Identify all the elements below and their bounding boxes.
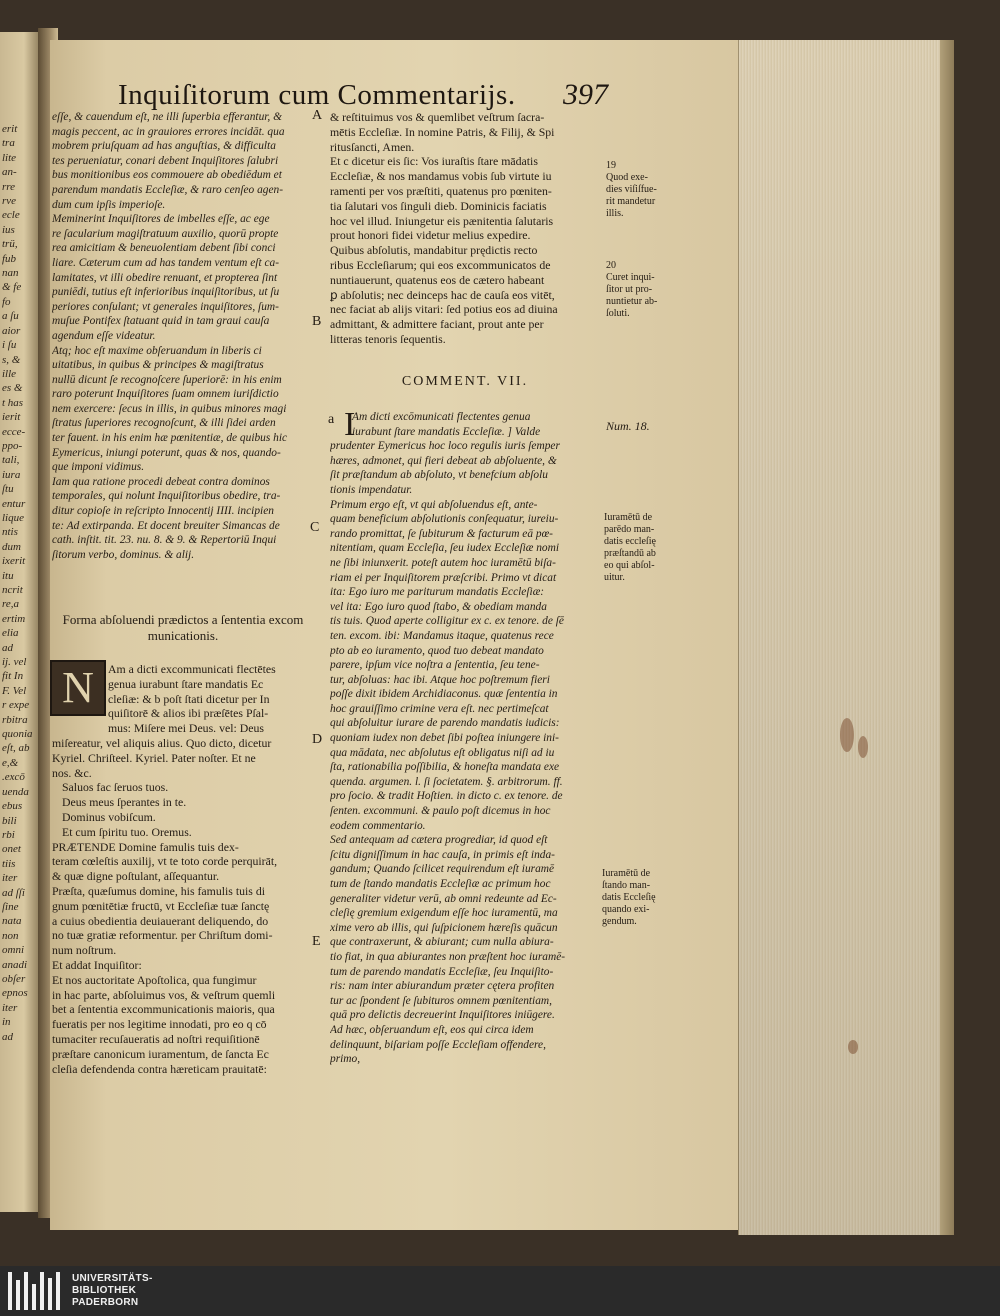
margin-note-line: illis. xyxy=(606,208,624,219)
comment-text xyxy=(330,406,600,1067)
text-line: gnum pœnitētiæ fructū, vt Eccleſiæ tuæ ſanctę xyxy=(52,898,270,913)
previous-page-line: tali, xyxy=(2,454,20,467)
previous-page-line: ecle xyxy=(2,209,20,222)
library-logo-icon xyxy=(8,1272,60,1310)
margin-letter-d: D xyxy=(312,732,323,747)
stain-mark xyxy=(840,718,854,752)
text-line: riam ei per Inquiſitorem præſcribi. Primo vt dicat xyxy=(330,571,557,584)
text-line: lamitates, vt illi obedire renuant, et propterea ſint xyxy=(52,271,278,284)
previous-page-line: fub xyxy=(2,252,17,265)
text-line: prudenter Eymericus hoc loco regulis iuris ſemper xyxy=(330,440,560,453)
margin-letter-c: C xyxy=(310,520,320,535)
previous-page-line: iter xyxy=(2,872,18,885)
left-column-form-text xyxy=(52,662,307,1076)
text-line: que imponi vidimus. xyxy=(52,461,145,474)
library-logo-line: PADERBORN xyxy=(72,1297,139,1308)
text-line: nem exercere: ſecus in illis, in quibus minores magi xyxy=(52,402,287,415)
previous-page-line: ncrit xyxy=(2,584,23,596)
text-line: nuntiauerunt, quatenus eos de cætero habeant xyxy=(330,272,545,287)
previous-page-line: erit xyxy=(2,123,18,135)
margin-note-19 xyxy=(606,160,686,220)
margin-note-line: datis eccleſię xyxy=(604,536,656,547)
previous-page-line: tiis xyxy=(2,857,16,870)
previous-page-line: bili xyxy=(2,814,17,827)
text-line: ditur copioſe in reſcripto Innocentij IIII. incipien xyxy=(52,505,274,518)
previous-page-line: itu xyxy=(2,569,14,582)
page-header xyxy=(118,72,608,112)
text-line: muſue Pontifex ſtatuant quid in tam graui cauſa xyxy=(52,315,270,328)
form-heading-line: municationis. xyxy=(147,628,219,643)
margin-note-line: quando exi- xyxy=(602,904,650,915)
text-line: delinquunt, biſariam poſſe Eccleſiam offendere, xyxy=(330,1038,546,1051)
text-line: ris: nam inter abiurandum præter cętera profiten xyxy=(330,980,555,993)
margin-note-line: ſtando man- xyxy=(602,880,651,891)
text-line: ſitorum verbo, dominus. & alij. xyxy=(52,548,195,561)
previous-page-line: obſer xyxy=(2,972,26,985)
previous-page-line: rve xyxy=(2,195,17,208)
comment-heading: COMMENT. VII. xyxy=(401,374,529,389)
page-number: 397 xyxy=(563,78,608,111)
text-line: admittant, & admittere faciant, prout ante per xyxy=(330,317,544,332)
text-line: agendum eſſe videatur. xyxy=(52,329,156,342)
text-line: te: Ad extirpanda. Et docent breuiter Simancas de xyxy=(52,519,280,532)
previous-page-line: ad ſſi xyxy=(2,886,25,899)
text-line: ramenti per vos præſtiti, quatenus pro pœniten- xyxy=(330,183,552,198)
text-line: nec faciat ab alijs vitari: ſed potius eos ad diuina xyxy=(330,302,558,317)
text-line: temporales, qui nolunt Inquiſitoribus obedire, tra- xyxy=(52,490,281,503)
previous-page-line: iura xyxy=(2,468,21,481)
text-line: Primum ergo eſt, vt qui abſoluendus eſt, ante- xyxy=(330,498,538,511)
text-line: ritusſancti, Amen. xyxy=(330,139,415,154)
text-line: uitatibus, in quibus & principes & magiſtratus xyxy=(52,359,264,372)
text-line: tia ſalutari vos ſinguli dieb. Dominicis faciatis xyxy=(330,198,547,213)
text-line: Quibus abſolutis, mandabitur prędictis recto xyxy=(330,243,538,258)
margin-note-line: Curet inqui- xyxy=(606,272,655,283)
margin-note-line: Iuramētū de xyxy=(604,512,653,523)
previous-page-text xyxy=(2,122,38,1044)
previous-page-line: re,a xyxy=(2,598,20,611)
text-line: rando promittat, ſe ſubiturum & facturum eā pœ- xyxy=(330,527,553,540)
margin-note-line: ſitor ut pro- xyxy=(606,284,653,295)
text-line: ter fauent. in his enim hæ pœnitentiæ, de quibus hic xyxy=(52,432,288,445)
library-logo-line: BIBLIOTHEK xyxy=(72,1285,137,1296)
text-line: cleſia defendenda contra hæreticam prauitatē: xyxy=(52,1061,267,1076)
previous-page-line: eſt, ab xyxy=(2,742,30,755)
previous-page-line: ebus xyxy=(2,800,23,813)
margin-note-juramentum-parendo xyxy=(604,512,684,584)
previous-page-line: ille xyxy=(2,367,17,380)
previous-page-line: rbitra xyxy=(2,713,28,726)
previous-page-line: es & xyxy=(2,382,23,395)
margin-note-line: eo qui abſol- xyxy=(604,560,655,571)
text-line: quoniam iudex non debet ſibi poſtea iniungere ini- xyxy=(330,732,559,745)
text-line: tumaciter recuſaueratis ad noſtri requiſitionē xyxy=(52,1031,260,1046)
previous-page-line: ertim xyxy=(2,612,26,625)
library-logo-text xyxy=(72,1273,153,1309)
text-line: a cuius obedientia deuiauerant deliquendo, do xyxy=(52,913,269,928)
previous-page-line: e,& xyxy=(2,756,19,769)
text-line: cath. inſtit. tit. 23. nu. 8. & 9. & Repertoriū Inqui xyxy=(52,534,277,547)
margin-note-line: Quod exe- xyxy=(606,172,648,183)
margin-letter-b: B xyxy=(312,314,322,329)
text-line: rea amicitiam & beneuolentiam debent ſibi conci xyxy=(52,242,276,255)
text-line: Et c dicetur eis ſic: Vos iuraſtis ſtare mādatis xyxy=(330,154,538,169)
previous-page-line: elia xyxy=(2,627,19,640)
margin-note-line: præſtandū ab xyxy=(604,548,656,559)
left-column-commentary xyxy=(52,110,307,562)
form-heading-line: Forma abſoluendi prædictos a ſententia excom xyxy=(62,612,304,627)
text-line: ſit præſtandum ab abſoluto, vt benefcium abſolu xyxy=(330,469,548,482)
text-line: ne ſibi iniunxerit. poteſt autem hoc iuramētū biſa- xyxy=(330,556,556,569)
text-line: ꝑ abſolutis; nec deinceps hac de cauſa eos vitēt, xyxy=(330,287,555,302)
running-title: Inquiſitorum cum Commentarijs. xyxy=(118,79,516,111)
book-binding xyxy=(940,40,954,1235)
right-column-text xyxy=(330,110,600,347)
margin-note-line: datis Eccleſię xyxy=(602,892,656,903)
text-line: poſſe dixit ibidem Archidiaconus. quæ ſententia in xyxy=(330,688,558,701)
text-line: num noſtrum. xyxy=(52,943,117,958)
text-line: ten. excom. ibi: Mandamus itaque, quatenus rece xyxy=(330,629,554,642)
text-line: Am a dicti excommunicati flectētes xyxy=(108,662,276,676)
previous-page-line: trü, xyxy=(2,238,18,251)
text-line: pto ab eo iuramento, quod tuo debeat mandato xyxy=(330,644,544,657)
previous-page-line: in xyxy=(2,1016,11,1029)
margin-note-line: nuntietur ab- xyxy=(606,296,658,307)
decorated-initial: N xyxy=(50,660,106,716)
previous-page-line: i ſu xyxy=(2,339,17,352)
text-line: iurabunt ſtare mandatis Eccleſiæ. ] Valde xyxy=(352,425,541,438)
text-line: vel ita: Ego iuro quod ſtabo, & obediam manda xyxy=(330,600,547,613)
previous-page-line: a ſu xyxy=(2,310,19,323)
previous-page-line: .excō xyxy=(2,771,25,784)
text-line: generaliter videtur verū, ab omni redeunte ad Ec- xyxy=(330,892,557,905)
text-line: mobrem priuſquam ad has anguſtias, & difficulta xyxy=(52,140,276,153)
text-line: teram cœleſtis auxilij, vt te toto corde perquirāt, xyxy=(52,854,278,869)
text-line: quam beneficium abſolutionis conſequatur, iureiu- xyxy=(330,513,559,526)
previous-page-line: r expe xyxy=(2,699,30,712)
text-line: Ad hæc, obſeruandum eſt, eos qui circa idem xyxy=(330,1023,534,1036)
text-line: ita: Ego iuro me pariturum mandatis Eccleſiæ: xyxy=(330,586,545,599)
previous-page-line: entur xyxy=(2,497,26,510)
text-line: Et cum ſpiritu tuo. Oremus. xyxy=(62,824,192,839)
text-line: cleſiæ: & b poſt ſtati dicetur per In xyxy=(108,691,270,706)
margin-note-juramentum-stando xyxy=(602,868,682,928)
previous-page-line: uenda xyxy=(2,785,29,798)
margin-note-num18: Num. 18. xyxy=(606,419,650,433)
text-line: Dominus vobiſcum. xyxy=(62,809,156,824)
previous-page-line: quonia xyxy=(2,728,33,741)
text-line: PRÆTENDE Domine famulis tuis dex- xyxy=(52,839,239,854)
text-line: que contraxerunt, & abiurant; cum nulla abiura- xyxy=(330,936,554,949)
margin-note-line: rit mandetur xyxy=(606,196,656,207)
text-line: tis tuis. Quod aperte colligitur ex c. ex tenore. de ſē xyxy=(330,615,564,628)
text-line: Deus meus ſperantes in te. xyxy=(62,795,187,810)
text-line: re ſacularium magiſtratuum auxilio, quorū propte xyxy=(52,227,279,240)
text-line: Præſta, quæſumus domine, his famulis tuis di xyxy=(52,883,266,898)
text-line: Atq; hoc eſt maxime obſeruandum in liberis ci xyxy=(52,344,262,357)
text-line: magis peccent, ac in grauiores errores incidāt. qua xyxy=(52,125,285,138)
text-line: eſſe, & cauendum eſt, ne illi ſuperbia efferantur, & xyxy=(52,111,282,123)
text-line: no tuæ gratiæ reformentur. per Chriſtum domi- xyxy=(52,928,273,943)
previous-page-line: onet xyxy=(2,843,21,856)
previous-page-line: non xyxy=(2,929,19,942)
margin-letter-a-lower: a xyxy=(328,412,335,427)
text-line: qua mādata, nec abſolutus eſt obligatus niſi ad iu xyxy=(330,746,555,759)
text-line: hoc grauiſſimo crimine vera eſt. nec pertimeſcat xyxy=(330,702,549,715)
margin-letter-a-upper: A xyxy=(312,108,323,123)
text-line: ſta, rationabilia poſſibilia, & honeſta mandata exe xyxy=(330,761,560,774)
text-line: tum de ſtando mandatis Eccleſiæ ac primum hoc xyxy=(330,878,551,890)
text-line: tes perueniatur, conari debent Inquiſitores ſalubri xyxy=(52,154,279,167)
margin-note-line: uitur. xyxy=(604,572,625,583)
text-line: Kyriel. Chriſteel. Kyriel. Pater noſter. Et ne xyxy=(52,750,256,765)
text-line: Eccleſiæ, & nos mandamus vobis ſub virtute iu xyxy=(330,169,552,184)
text-line: præſtare canonicum iuramentum, de ſancta Ec xyxy=(52,1046,269,1061)
previous-page-line: t has xyxy=(2,396,24,409)
previous-page-line: ppo- xyxy=(2,439,23,452)
text-line: puniēdi, tutius eſt inferioribus inquiſitoribus, ut ſu xyxy=(52,286,280,299)
library-logo xyxy=(8,1272,153,1310)
previous-page-line: lite xyxy=(2,151,17,164)
text-line: gandum; Quando ſcilicet requirendum eſt iuramē xyxy=(330,863,555,876)
previous-page-line: an- xyxy=(2,166,17,179)
text-line: eodem commentario. xyxy=(330,819,426,832)
previous-page-line: omni xyxy=(2,944,24,957)
text-line: tum de parendo mandatis Eccleſiæ, ſeu Inquiſito- xyxy=(330,965,554,978)
margin-note-line: gendum. xyxy=(602,916,637,927)
previous-page-line: s, & xyxy=(2,353,21,366)
margin-note-line: ſoluti. xyxy=(606,308,630,319)
text-line: parendum mandatis Eccleſiæ, & raro cenſeo agen- xyxy=(52,183,284,196)
text-line: liare. Cæterum cum ad has tandem ventum eſt ca- xyxy=(52,256,280,269)
text-line: nos. &c. xyxy=(52,765,92,780)
previous-page-line: rbi xyxy=(2,828,15,841)
previous-page-line: ecce- xyxy=(2,425,26,438)
text-line: ſtratus ſuperiores recognoſcunt, & illi ſidei arden xyxy=(52,417,276,430)
form-heading xyxy=(58,612,308,644)
previous-page-line: ixerit xyxy=(2,555,26,568)
text-line: Iam qua ratione procedi debeat contra dominos xyxy=(52,475,270,488)
text-line: bus monitionibus eos commouere ab obediēdum et xyxy=(52,169,282,182)
comment-initial: I xyxy=(344,406,356,443)
text-line: Sed antequam ad cætera progrediar, id quod eſt xyxy=(330,834,548,847)
previous-page-line: iter xyxy=(2,1001,18,1014)
text-line: Meminerint Inquiſitores de imbelles eſſe, ac ege xyxy=(52,213,270,226)
text-line: quiſitorē & alios ibi præſētes Pſal- xyxy=(108,706,269,721)
text-line: raro poterunt Inquiſitores ſuam omnem iuriſdictio xyxy=(52,388,279,401)
margin-note-line: parēdo man- xyxy=(604,524,655,535)
text-line: ſcitu digniſſimum in hac cauſa, in primis eſt inda- xyxy=(330,848,555,861)
text-line: Am dicti excōmunicati flectentes genua xyxy=(352,411,531,423)
text-line: Saluos fac ſeruos tuos. xyxy=(62,780,169,795)
previous-page-line: nata xyxy=(2,915,22,928)
text-line: & reſtituimus vos & quemlibet veſtrum ſacra- xyxy=(330,110,545,124)
text-line: tur ac ſpondent ſe ſubituros omnem pœnitentiam, xyxy=(330,994,552,1007)
text-line: in hac parte, abſoluimus vos, & veſtrum quemli xyxy=(52,987,276,1002)
text-line: hoc vel illud. Iniungetur eis pænitentia ſalutaris xyxy=(330,213,554,228)
previous-page-line: epnos xyxy=(2,987,28,1000)
page-edges-shade xyxy=(738,40,950,1235)
text-line: qui abſoluitur iurare de parendo mandatis iudicis: xyxy=(330,717,560,730)
margin-note-line: dies viſiſfue- xyxy=(606,184,657,195)
previous-page-line: ij. vel xyxy=(2,656,27,669)
previous-page-line: fo xyxy=(2,295,11,308)
previous-page-line: ierit xyxy=(2,411,21,424)
previous-page-edge xyxy=(0,32,40,1212)
text-line: fueratis per nos legitime innodati, pro eo q cō xyxy=(52,1017,267,1032)
previous-page-line: ſine xyxy=(2,900,19,913)
text-line: nitentiam, quam Eccleſia, ſeu iudex Eccleſiæ nomi xyxy=(330,542,560,555)
stain-mark xyxy=(848,1040,858,1054)
previous-page-line: ad xyxy=(2,1030,13,1043)
text-line: periores conſulant; vt generales inquiſitores, ſum- xyxy=(52,300,279,313)
previous-page-line: ius xyxy=(2,223,15,236)
previous-page-line: F. Vel xyxy=(2,684,27,697)
margin-note-number: 20 xyxy=(606,260,616,271)
text-line: bet a ſententia excommunicationis maioris, qua xyxy=(52,1002,275,1017)
text-line: ribus Eccleſiarum; qui eos excommunicatos de xyxy=(330,257,551,272)
text-line: parere, ipſum vice noſtra a ſententia, ſeu tene- xyxy=(330,659,540,672)
text-line: miſereatur, vel aliquis alius. Quo dicto, dicetur xyxy=(52,735,272,750)
previous-page-line: dum xyxy=(2,540,21,553)
margin-letter-e: E xyxy=(312,934,321,949)
previous-page-line: ſtu xyxy=(2,483,14,496)
text-line: tionis impendatur. xyxy=(330,483,413,496)
text-line: mētis Eccleſiæ. In nomine Patris, & Filij, & Spi xyxy=(330,124,555,139)
text-line: quenda. argumen. l. ſi ſocietatem. §. arbitrorum. ff. xyxy=(330,775,563,788)
text-line: tio fiat, in qua abiurantes non præſtent hoc iuramē- xyxy=(330,950,566,963)
library-logo-line: UNIVERSITÄTS- xyxy=(72,1273,153,1284)
text-line: & quæ digne poſtulant, aſſequantur. xyxy=(52,869,220,884)
text-line: dum cum ipſis imperioſe. xyxy=(52,198,166,211)
text-line: hæres, admonet, qui fieri debeat ab abſoluente, & xyxy=(330,454,557,467)
text-line: pro ſocio. & tradit Hoſtien. in dicto c. ex tenore. de xyxy=(330,790,563,803)
previous-page-line: aior xyxy=(2,324,21,337)
previous-page-line: nan xyxy=(2,267,19,280)
previous-page-line: rre xyxy=(2,180,16,193)
margin-note-line: Iuramētū de xyxy=(602,868,651,879)
previous-page-line: lique xyxy=(2,511,24,524)
text-line: tur, abſoluas: hac ibi. Atque hoc poſtremum fieri xyxy=(330,673,550,686)
margin-note-number: 19 xyxy=(606,160,616,171)
previous-page-line: ntis xyxy=(2,526,18,539)
text-line: ſenten. excommuni. & paulo poſt dicemus in hoc xyxy=(330,805,551,818)
text-line: xime vero ab illis, qui ſuſpicionem hæreſis quācun xyxy=(330,921,558,934)
text-line: Eymericus, iniungi poterunt, quas & nos, quando- xyxy=(52,446,281,459)
text-line: genua iurabunt ſtare mandatis Ec xyxy=(108,676,264,691)
previous-page-line: tra xyxy=(2,137,15,150)
text-line: litteras tenoris ſequentis. xyxy=(330,331,446,346)
text-line: primo, xyxy=(330,1053,361,1066)
previous-page-line: anadi xyxy=(2,958,28,971)
text-line: cleſię gremium exigendum eſſe hoc iuramentū, ma xyxy=(330,907,558,920)
text-line: nullū dicunt ſe recognoſcere ſuperiorē: in his enim xyxy=(52,373,282,386)
text-line: mus: Miſere mei Deus. vel: Deus xyxy=(108,721,264,736)
margin-note-20 xyxy=(606,260,686,320)
stain-mark xyxy=(858,736,868,758)
text-line: quā pro delictis decreuerint Inquiſitores iniūgere. xyxy=(330,1009,555,1022)
previous-page-line: ad xyxy=(2,641,13,654)
text-line: Et addat Inquiſitor: xyxy=(52,957,142,972)
previous-page-line: fit In xyxy=(2,670,24,683)
text-line: prout honori fidei videtur melius expedire. xyxy=(330,228,531,243)
text-line: Et nos auctoritate Apoſtolica, qua fungimur xyxy=(52,972,257,987)
previous-page-line: & fe xyxy=(2,281,22,294)
